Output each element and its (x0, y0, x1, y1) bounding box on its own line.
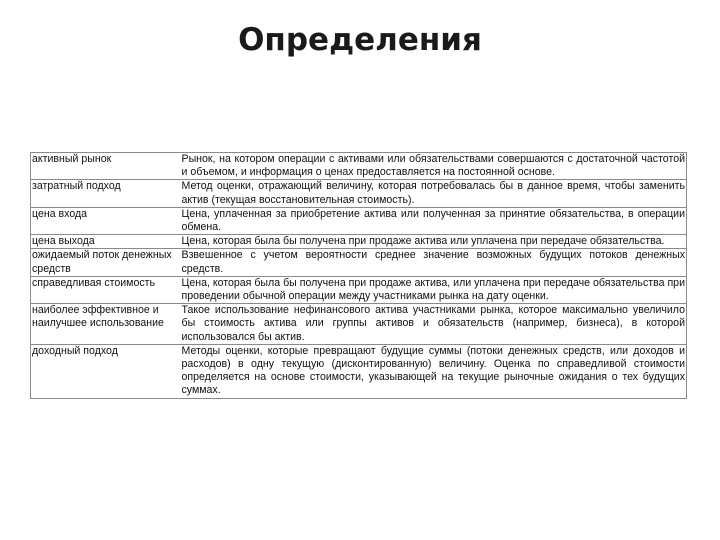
table-row (31, 304, 687, 345)
definition-cell: Рынок, на котором операции с активами или обязательствами совершаются с достаточной частотой и объемом, и информация о ценах предоставляется на постоянной основе. (181, 153, 685, 179)
table-row (31, 344, 687, 398)
term-cell: ожидаемый поток денежных средств (31, 249, 181, 276)
table-row (31, 207, 687, 234)
term-cell: цена входа (31, 207, 181, 234)
term-cell: доходный подход (31, 344, 181, 398)
definition-cell: Цена, которая была бы получена при продаже актива или уплачена при передаче обязательства. (181, 235, 687, 249)
page-title: Определения (238, 22, 482, 58)
definition-cell: Взвешенное с учетом вероятности среднее значение возможных будущих потоков денежных средств. (181, 249, 685, 275)
definition-cell: Метод оценки, отражающий величину, которая потребовалась бы в данное время, чтобы заменить актив (текущая восстановительная стоимость). (181, 180, 685, 206)
term-cell: цена выхода (31, 235, 181, 249)
table-row (31, 276, 687, 303)
table-row (31, 249, 687, 276)
table-row (31, 180, 687, 207)
definition-cell: Методы оценки, которые превращают будущие суммы (потоки денежных средств, или доходов и расходов) в одну текущую (дисконтированную) величину. Оценка по справедливой стоимости определяется на основе стоимости, указывающей на текущие рыночные ожидания о тех будущих суммах. (181, 344, 685, 397)
definitions-table (30, 152, 687, 399)
term-cell: наиболее эффективное и наилучшее использование (31, 304, 181, 345)
term-cell: затратный подход (31, 180, 181, 207)
table-row (31, 153, 687, 180)
term-cell: справедливая стоимость (31, 276, 181, 303)
definition-cell: Цена, уплаченная за приобретение актива или полученная за принятие обязательства, в операции обмена. (181, 207, 685, 234)
definition-cell: Такое использование нефинансового актива участниками рынка, которое максимально увеличило бы стоимость актива или группы активов и обязательств (например, бизнеса), в которой использовался бы актив. (181, 304, 685, 343)
table-row (31, 235, 687, 249)
definition-cell: Цена, которая была бы получена при продаже актива, или уплачена при передаче обязательства при проведении обычной операции между участниками рынка на дату оценки. (181, 276, 685, 303)
term-cell: активный рынок (31, 153, 181, 180)
